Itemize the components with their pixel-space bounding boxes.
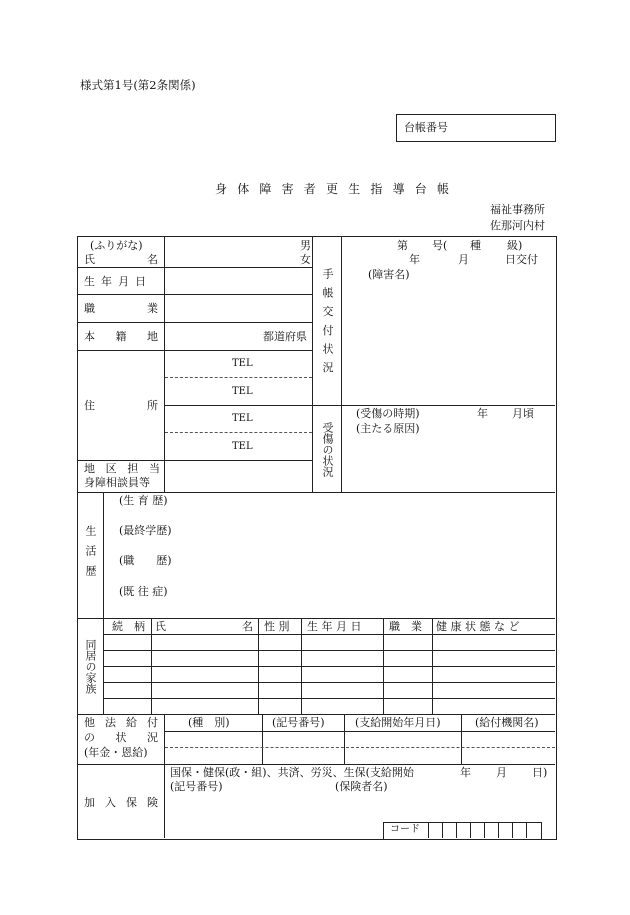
rule [344,714,345,764]
benefit-col-type: (種 別) [188,716,230,729]
other-benefits-label-text: 他法給付 [84,716,158,729]
rule [103,698,555,699]
gender-female: 女 [300,253,311,266]
rule [470,822,471,838]
code-label: コード [390,824,420,835]
insurance-label-text: 加入保険 [84,796,158,809]
insurance-month: 月 [496,766,507,779]
injury-month: 月頃 [512,407,534,420]
rule [103,666,555,667]
rule [77,714,555,715]
rule [164,236,165,492]
rule [165,405,312,406]
rule [164,731,555,732]
injury-section-label: 受傷の状況 [321,421,334,477]
insurance-number-label: (記号番号) [170,780,223,793]
district-label [84,463,160,474]
injury-cause-label: (主たる原因) [356,422,420,435]
rule [77,764,555,765]
family-col-occupation: 職 業 [389,620,422,633]
injury-year: 年 [477,407,488,420]
rule [165,432,312,433]
prefecture-suffix: 都道府県 [263,330,307,343]
rule [151,618,152,714]
domicile-label [84,331,158,342]
rule [77,294,312,295]
other-benefits-label [84,717,158,728]
family-section-label: 同居の家族 [84,638,97,694]
rule [77,350,312,351]
family-col-birth: 生 年 月 日 [307,620,362,633]
address-label [84,400,158,411]
education-label: (最終学歴) [119,524,172,537]
rule [77,618,555,619]
handbook-number-type: 種 [470,239,481,252]
occupation-label [84,303,158,314]
occupation-label-text: 職業 [84,302,158,315]
domicile-label-text: 本籍地 [84,330,158,343]
handbook-number-go: 号( [432,239,448,252]
rule [301,618,302,714]
rule [461,714,462,764]
benefit-col-start: (支給開始年月日) [355,716,441,729]
other-benefits-note: (年金・恩給) [84,746,148,759]
rule [165,747,555,748]
rule [456,822,457,838]
ledger-table [77,236,557,840]
handbook-number-grade: 級) [507,239,523,252]
life-section-label: 生活歴 [84,525,97,585]
village-name: 佐那河内村 [490,219,545,232]
insurance-day: 日) [532,766,548,779]
rule [432,618,433,714]
handbook-year: 年 [409,253,420,266]
page-title: 身体障害者更生指導台帳 [215,182,460,196]
furigana-label: (ふりがな) [90,239,143,252]
rule [103,682,555,683]
disability-name-label: (障害名) [368,268,410,281]
handbook-number-dai: 第 [397,239,408,252]
rule [77,460,312,461]
family-col-surname: 氏 [155,620,166,633]
rule [428,822,429,838]
gender-male: 男 [300,239,311,252]
tel-label-1: TEL [232,358,253,369]
work-history-label: (職 歴) [119,554,172,567]
form-number: 様式第1号(第2条関係) [80,78,196,92]
insurance-year: 年 [460,766,471,779]
name-label [84,254,158,265]
other-benefits-status-text: の状況 [84,731,158,744]
insurer-label: (保険者名) [335,780,388,793]
rule [258,618,259,714]
rule [165,377,312,378]
counselor-label: 身障相談員等 [84,476,150,489]
rule [512,822,513,838]
rule [77,267,312,268]
district-label-text: 地区担当 [84,462,160,475]
upbringing-label: (生 育 歴) [119,494,168,507]
rule [526,822,527,838]
family-col-givenname: 名 [242,620,253,633]
name-label-text: 氏 名 [84,253,158,266]
benefit-col-agency: (給付機関名) [475,716,539,729]
rule [262,714,263,764]
rule [77,492,555,493]
address-label-text: 住所 [84,399,158,412]
ledger-number-label: 台帳番号 [404,121,448,134]
handbook-section-label: 手帳交付状況 [321,267,334,381]
rule [103,650,555,651]
family-col-health: 健 康 状 態 な ど [436,620,520,633]
rule [341,236,342,492]
injury-time-label: (受傷の時期) [356,407,420,420]
handbook-month: 月 [458,253,469,266]
birthdate-label: 生年月日 [84,275,153,288]
other-benefits-status [84,732,158,743]
benefit-col-number: (記号番号) [272,716,325,729]
office-name: 福祉事務所 [490,203,545,216]
tel-label-4: TEL [232,441,253,452]
tel-label-2: TEL [232,386,253,397]
insurance-label [84,797,158,808]
handbook-day: 日交付 [505,253,538,266]
rule [442,822,443,838]
rule [484,822,485,838]
rule [77,322,312,323]
rule [312,236,313,492]
rule [498,822,499,838]
family-col-sex: 性 別 [264,620,290,633]
rule [383,618,384,714]
rule [312,405,555,406]
tel-label-3: TEL [232,413,253,424]
rule [103,634,555,635]
insurance-types: 国保・健保(政・組)、共済、労災、生保(支給開始 [170,766,414,779]
medical-history-label: (既 往 症) [119,585,168,598]
rule [103,492,104,618]
family-col-relation: 続 柄 [112,620,145,633]
rule [164,714,165,838]
